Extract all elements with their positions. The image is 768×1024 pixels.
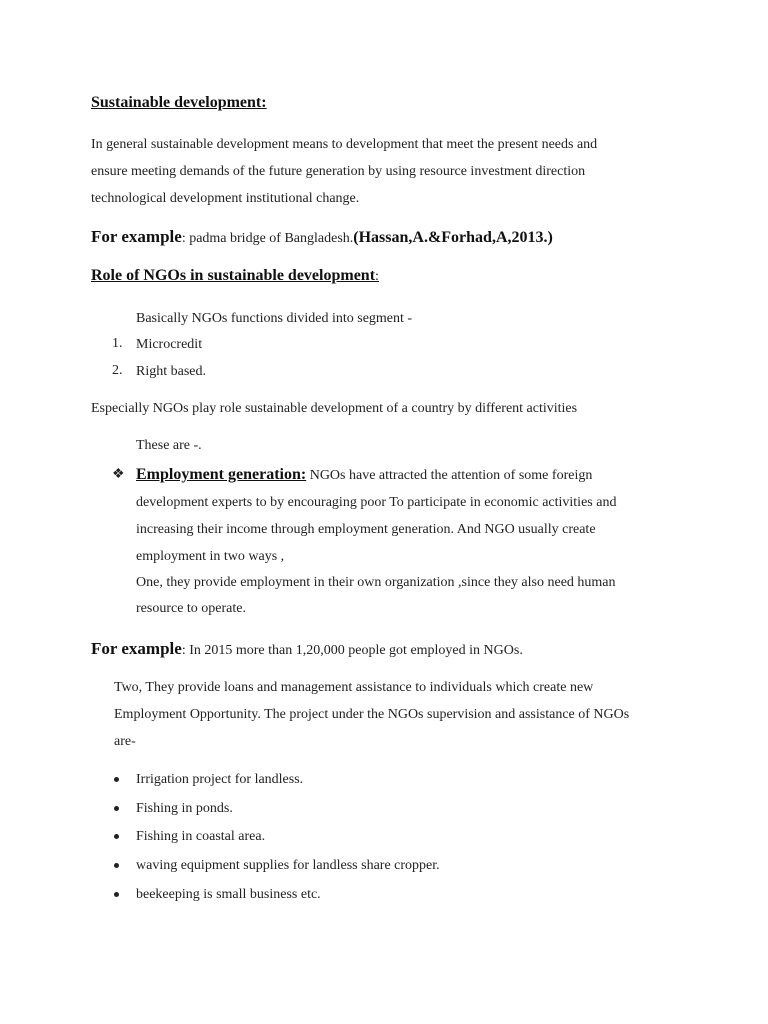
paragraph-line: development experts to by encouraging poor To participate in economic activities and <box>136 495 617 510</box>
heading-colon: : <box>375 269 379 284</box>
example-line-1 <box>91 226 553 250</box>
bullet-dot-icon <box>114 834 119 839</box>
bullet-dot-icon <box>114 863 119 868</box>
list-item: Microcredit <box>136 337 203 352</box>
heading-colon: : <box>261 94 267 111</box>
list-number: 2. <box>112 363 123 378</box>
list-item: Irrigation project for landless. <box>136 772 304 787</box>
paragraph-line: One, they provide employment in their own organization ,since they also need human <box>136 575 616 590</box>
paragraph-line: ensure meeting demands of the future generation by using resource investment direction <box>91 164 586 179</box>
example-line-2 <box>91 638 523 662</box>
paragraph-line: Especially NGOs play role sustainable development of a country by different activities <box>91 401 578 416</box>
paragraph-line: are- <box>114 734 136 749</box>
paragraph-line: Employment Opportunity. The project under the NGOs supervision and assistance of NGOs <box>114 707 630 722</box>
employment-first-line <box>136 462 592 489</box>
heading-text: Sustainable development <box>91 94 262 111</box>
bullet-dot-icon <box>114 777 119 782</box>
role-intro: Basically NGOs functions divided into segment - <box>136 311 413 326</box>
paragraph-line: technological development institutional change. <box>91 191 360 206</box>
example-label: For example <box>91 227 182 246</box>
list-item: waving equipment supplies for landless share cropper. <box>136 858 440 873</box>
example-text: : In 2015 more than 1,20,000 people got employed in NGOs. <box>181 643 523 658</box>
example-label: For example <box>91 639 182 658</box>
bullet-dot-icon <box>114 806 119 811</box>
list-item: Fishing in ponds. <box>136 801 233 816</box>
citation: (Hassan,A.&Forhad,A,2013.) <box>353 229 553 246</box>
paragraph-line: resource to operate. <box>136 601 246 616</box>
paragraph-line: In general sustainable development means to development that meet the present needs and <box>91 137 598 152</box>
diamond-bullet-icon: ❖ <box>112 467 125 482</box>
employment-heading: Employment generation: <box>136 466 307 483</box>
paragraph-line: These are -. <box>136 438 202 453</box>
list-item: Fishing in coastal area. <box>136 829 266 844</box>
list-item: beekeeping is small business etc. <box>136 887 321 902</box>
paragraph-line: increasing their income through employment generation. And NGO usually create <box>136 522 596 537</box>
list-item: Right based. <box>136 364 206 379</box>
paragraph-line: employment in two ways , <box>136 549 285 564</box>
section-heading-role <box>91 267 379 285</box>
paragraph-line: Two, They provide loans and management assistance to individuals which create new <box>114 680 594 695</box>
bullet-dot-icon <box>114 892 119 897</box>
heading-text: Role of NGOs in sustainable development <box>91 267 376 284</box>
paragraph-line: NGOs have attracted the attention of some foreign <box>306 468 593 483</box>
list-number: 1. <box>112 336 123 351</box>
section-heading-sustainable <box>91 94 267 112</box>
example-text: : padma bridge of Bangladesh. <box>181 231 354 246</box>
